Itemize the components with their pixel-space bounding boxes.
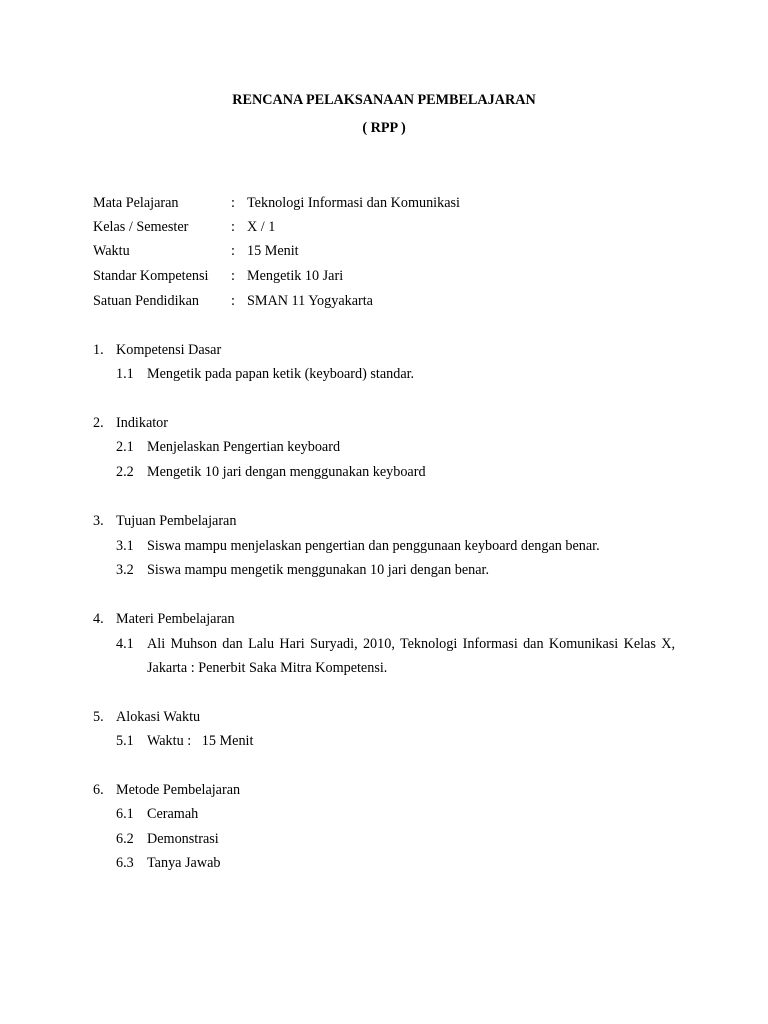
info-colon: : bbox=[231, 243, 235, 259]
item-text: Mengetik pada papan ketik (keyboard) standar. bbox=[147, 366, 415, 382]
item-number: 2.2 bbox=[116, 464, 134, 480]
info-label: Mata Pelajaran bbox=[93, 195, 179, 211]
info-value: 15 Menit bbox=[247, 243, 299, 259]
item-number: 6.2 bbox=[116, 831, 134, 847]
section-title: Tujuan Pembelajaran bbox=[116, 513, 237, 529]
info-label: Kelas / Semester bbox=[93, 219, 189, 235]
item-number: 3.1 bbox=[116, 538, 134, 554]
info-row bbox=[93, 219, 713, 239]
info-value: SMAN 11 Yogyakarta bbox=[247, 293, 373, 309]
info-colon: : bbox=[231, 293, 235, 309]
section-number: 5. bbox=[93, 709, 104, 725]
section-title: Alokasi Waktu bbox=[116, 709, 201, 725]
section-number: 2. bbox=[93, 415, 104, 431]
item-number: 1.1 bbox=[116, 366, 134, 382]
info-label: Standar Kompetensi bbox=[93, 268, 209, 284]
info-label: Satuan Pendidikan bbox=[93, 293, 199, 309]
item-text: Waktu : 15 Menit bbox=[147, 733, 254, 749]
item-text-continuation: Jakarta : Penerbit Saka Mitra Kompetensi. bbox=[147, 660, 388, 676]
info-colon: : bbox=[231, 219, 235, 235]
item-text: Tanya Jawab bbox=[147, 855, 221, 871]
info-colon: : bbox=[231, 195, 235, 211]
section-number: 1. bbox=[93, 342, 104, 358]
info-value: Mengetik 10 Jari bbox=[247, 268, 344, 284]
item-number: 4.1 bbox=[116, 636, 134, 652]
info-row bbox=[93, 268, 713, 288]
info-value: Teknologi Informasi dan Komunikasi bbox=[247, 195, 460, 211]
info-value: X / 1 bbox=[247, 219, 276, 235]
item-text: Menjelaskan Pengertian keyboard bbox=[147, 439, 341, 455]
info-colon: : bbox=[231, 268, 235, 284]
document-title: RENCANA PELAKSANAAN PEMBELAJARAN bbox=[232, 92, 536, 108]
item-text: Siswa mampu menjelaskan pengertian dan penggunaan keyboard dengan benar. bbox=[147, 538, 600, 554]
item-text: Siswa mampu mengetik menggunakan 10 jari dengan benar. bbox=[147, 562, 489, 578]
item-number: 3.2 bbox=[116, 562, 134, 578]
section-number: 4. bbox=[93, 611, 104, 627]
section-title: Kompetensi Dasar bbox=[116, 342, 222, 358]
item-number: 2.1 bbox=[116, 439, 134, 455]
section-title: Indikator bbox=[116, 415, 169, 431]
section-title: Metode Pembelajaran bbox=[116, 782, 241, 798]
item-text: Demonstrasi bbox=[147, 831, 219, 847]
info-label: Waktu bbox=[93, 243, 130, 259]
section-number: 3. bbox=[93, 513, 104, 529]
item-text: Mengetik 10 jari dengan menggunakan keyboard bbox=[147, 464, 426, 480]
item-number: 5.1 bbox=[116, 733, 134, 749]
section-title: Materi Pembelajaran bbox=[116, 611, 235, 627]
item-number: 6.1 bbox=[116, 806, 134, 822]
item-text: Ali Muhson dan Lalu Hari Suryadi, 2010, Teknologi Informasi dan Komunikasi Kelas X, bbox=[147, 636, 675, 652]
document-subtitle: ( RPP ) bbox=[362, 120, 406, 136]
section-number: 6. bbox=[93, 782, 104, 798]
info-row bbox=[93, 243, 713, 263]
item-text: Ceramah bbox=[147, 806, 199, 822]
item-number: 6.3 bbox=[116, 855, 134, 871]
info-row bbox=[93, 293, 713, 313]
info-row bbox=[93, 195, 713, 215]
